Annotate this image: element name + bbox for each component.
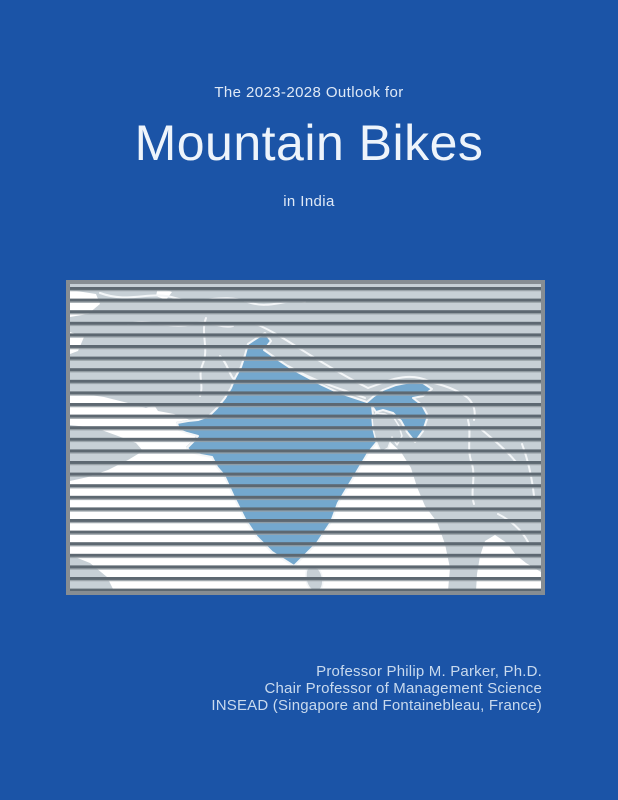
page-title: Mountain Bikes xyxy=(134,115,484,171)
india-region-map xyxy=(70,284,541,591)
author-title: Chair Professor of Management Science xyxy=(264,680,542,697)
author-credits xyxy=(211,663,542,714)
map-frame xyxy=(66,280,545,595)
author-name: Professor Philip M. Parker, Ph.D. xyxy=(316,663,542,680)
blinds-overlay xyxy=(70,284,541,591)
series-title: The 2023-2028 Outlook for xyxy=(214,84,404,101)
region-subtitle: in India xyxy=(283,193,335,210)
author-affiliation: INSEAD (Singapore and Fontainebleau, France) xyxy=(211,697,542,714)
